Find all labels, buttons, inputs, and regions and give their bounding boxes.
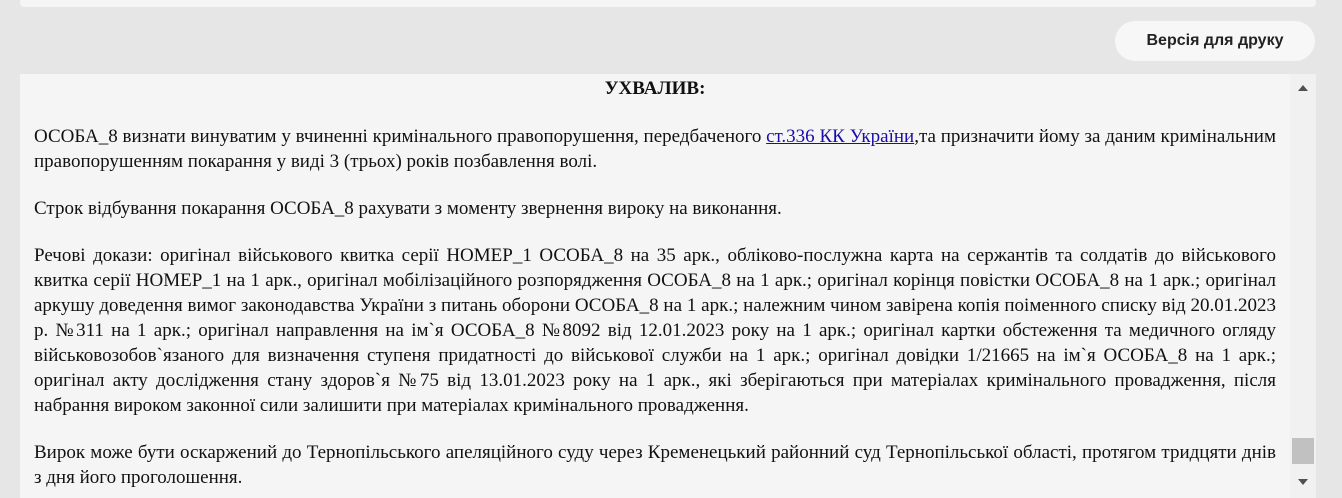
triangle-up-icon xyxy=(1298,85,1308,91)
paragraph-verdict-text-end: ,та призначити йому за даним кримінальним правопорушенням покарання у виді 3 (трьох) років позбавлення волі. xyxy=(34,126,1276,172)
top-panel xyxy=(20,0,1316,7)
scroll-down-button[interactable] xyxy=(1290,472,1316,492)
document-viewer[interactable] xyxy=(20,74,1316,498)
decision-heading: УХВАЛИВ: xyxy=(604,78,706,99)
scrollbar-thumb[interactable] xyxy=(1292,438,1314,464)
criminal-code-article-link[interactable]: ст.336 КК України xyxy=(766,126,915,147)
paragraph-verdict xyxy=(34,124,1276,174)
paragraph-evidence: Речові докази: оригінал військового квитка серії НОМЕР_1 ОСОБА_8 на 35 арк., обліково-послужна карта на сержантів та солдатів до військового квитка серії НОМЕР_1 на 1 арк., оригінал мобілізаційного розпорядження ОСОБА_8 на 1 арк.; оригінал корінця повістки ОСОБА_8 на 1 арк.; оригінал аркушу доведення вимог законодавства України з питань оборони ОСОБА_8 на 1 арк.; належним чином завірена копія поіменного списку від 20.01.2023 р. №311 на 1 арк.; оригінал направлення на ім`я ОСОБА_8 №8092 від 12.01.2023 року на 1 арк.; оригінал картки обстеження та медичного огляду військовозобов`язаного для визначення ступеня придатності до військової служби на 1 арк.; оригінал довідки 1/21665 на ім`я ОСОБА_8 на 1 арк.; оригінал акту дослідження стану здоров`я №75 від 13.01.2023 року на 1 арк., які зберігаються при матеріалах кримінального провадження, після набрання вироком законної сили залишити при матеріалах кримінального провадження. xyxy=(34,245,1276,416)
scroll-up-button[interactable] xyxy=(1290,78,1316,98)
paragraph-verdict-text-start: ОСОБА_8 визнати винуватим у вчиненні кримінального правопорушення, передбаченого xyxy=(34,126,767,147)
triangle-down-icon xyxy=(1298,479,1308,485)
vertical-scrollbar[interactable] xyxy=(1290,74,1316,498)
document-content xyxy=(34,74,1276,490)
paragraph-sentence-term: Строк відбування покарання ОСОБА_8 рахувати з моменту звернення вироку на виконання. xyxy=(34,198,782,219)
print-version-button[interactable]: Версія для друку xyxy=(1115,21,1315,61)
paragraph-appeal: Вирок може бути оскаржений до Тернопільського апеляційного суду через Кременецький районний суд Тернопільської області, протягом тридцяти днів з дня його проголошення. xyxy=(34,442,1276,488)
